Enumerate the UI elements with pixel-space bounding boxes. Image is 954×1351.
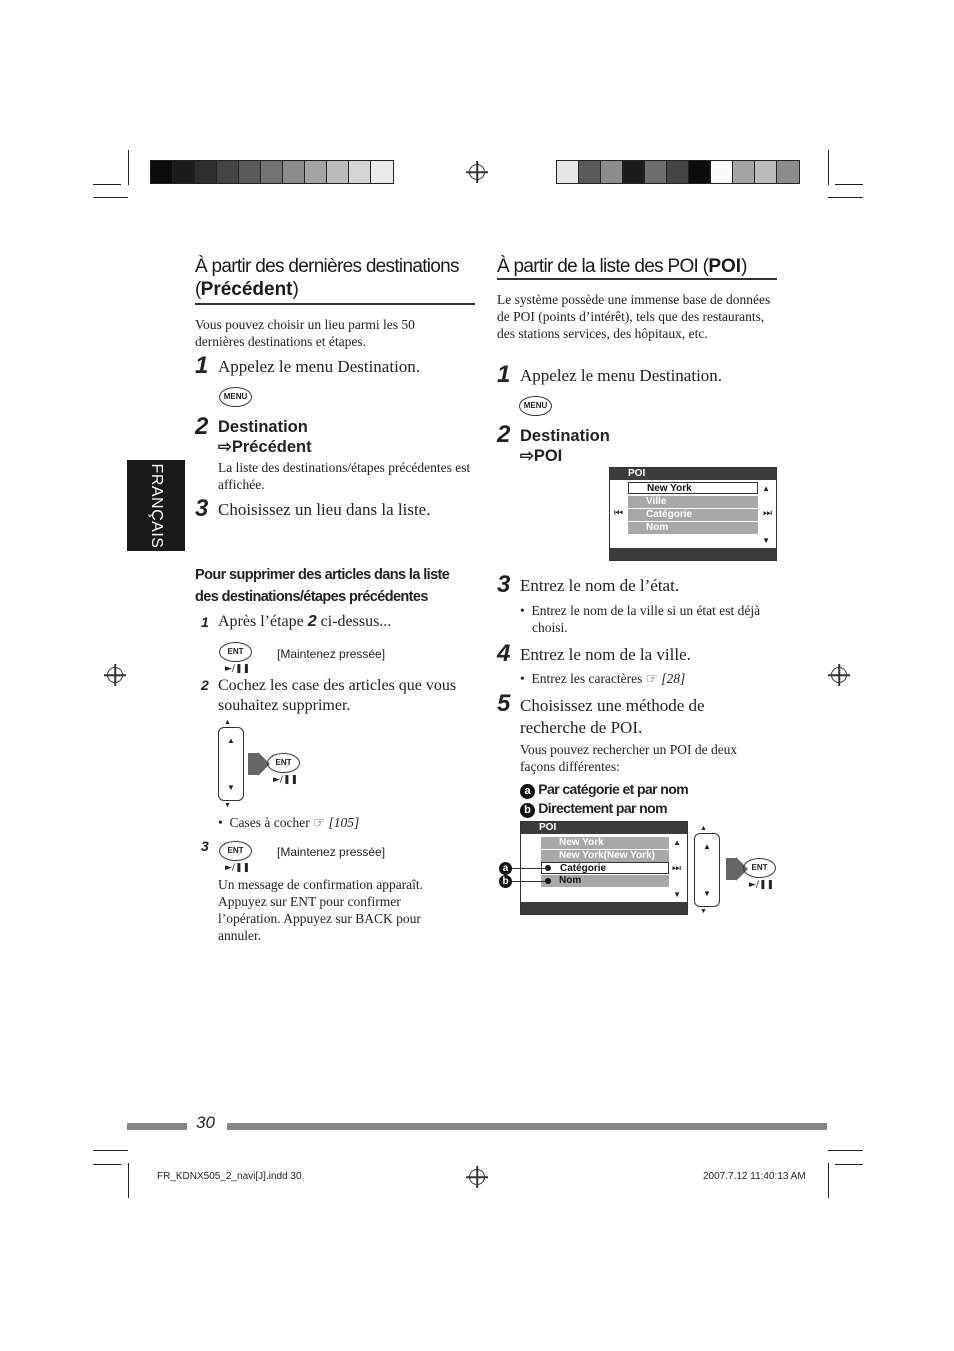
registration-mark-icon [469, 164, 485, 180]
left-heading-line1: À partir des dernières destinations [195, 256, 459, 277]
screen-title: POI [610, 468, 776, 480]
left-heading-bold: Précédent [200, 279, 293, 300]
crop-mark [828, 197, 863, 198]
crop-mark [93, 1164, 121, 1165]
screen-row-selected[interactable]: Catégorie [541, 862, 669, 874]
registration-mark-icon [831, 667, 847, 683]
play-pause-icon: ►/❚❚ [225, 863, 251, 873]
paren: ( [195, 279, 201, 300]
dot-icon [545, 865, 551, 871]
skip-forward-icon[interactable]: ⏭ [763, 508, 772, 519]
leader-line [512, 868, 548, 869]
step-text: Entrez le nom de la ville. [520, 645, 691, 664]
screen-footer [521, 902, 687, 914]
step-bold-line: Destination [218, 418, 308, 436]
play-pause-icon: ►/❚❚ [273, 775, 299, 785]
bullet-icon: • [520, 671, 532, 686]
skip-back-icon[interactable]: ⏮ [614, 508, 623, 519]
up-arrow-icon: ▲ [224, 718, 231, 726]
right-heading [497, 255, 777, 278]
sub-step-number: 3 [201, 838, 209, 854]
crop-mark [835, 1164, 863, 1165]
step-text: Entrez le nom de l’état. [520, 576, 680, 595]
bullet-text: Cases à cocher ☞ [229, 815, 329, 830]
screen-row[interactable]: Nom [541, 875, 669, 887]
down-arrow-icon: ▼ [703, 889, 711, 898]
step-text: Choisissez un lieu dans la liste. [218, 500, 431, 519]
sub-step-number: 1 [201, 614, 209, 630]
skip-forward-icon[interactable]: ⏭ [672, 863, 681, 874]
color-bar-left [150, 160, 394, 184]
language-tab [127, 460, 185, 551]
screen-row-selected[interactable]: New York [628, 482, 758, 494]
crop-mark [828, 1150, 863, 1151]
step-ref: 2 [307, 613, 317, 630]
bullet-icon: • [520, 603, 532, 618]
crop-mark [828, 150, 829, 185]
crop-mark [128, 1163, 129, 1198]
file-name: FR_KDNX505_2_navi[J].indd 30 [157, 1171, 302, 1182]
crop-mark [835, 184, 863, 185]
step-number: 2 [497, 421, 511, 448]
ent-button[interactable]: ENT [219, 642, 252, 662]
menu-button[interactable]: MENU [219, 387, 252, 407]
step-text: Choisissez une méthode de recherche de POI. [520, 696, 705, 737]
screen-footer [610, 548, 776, 560]
crop-mark [93, 1150, 128, 1151]
letter-a-icon: a [499, 862, 512, 875]
crop-mark [128, 150, 129, 185]
page-ref: [28] [661, 671, 686, 686]
bullet-icon: • [218, 815, 230, 830]
up-arrow-icon: ▲ [703, 842, 711, 851]
option-label: Directement par nom [538, 800, 667, 816]
text: ci-dessus... [316, 613, 392, 630]
poi-screen [609, 467, 777, 561]
bullet-text: Entrez le nom de la ville si un état est déjà choisi. [531, 603, 761, 635]
step-bold-text [520, 426, 610, 466]
down-arrow-icon: ▼ [224, 801, 231, 809]
paren: ) [741, 256, 747, 277]
sub-step-text: Cochez les case des articles que vous souhaitez supprimer. [218, 677, 457, 714]
text: Après l’étape [218, 613, 308, 630]
step-number: 1 [497, 361, 511, 388]
heading-rule [497, 278, 777, 280]
crop-mark [828, 1163, 829, 1198]
screen-row[interactable]: Nom [628, 522, 758, 534]
footer-bar [127, 1123, 187, 1130]
paren: ) [292, 279, 299, 300]
screen-row[interactable]: New York(New York) [541, 850, 669, 862]
down-arrow-icon: ▼ [227, 783, 235, 792]
letter-b-icon: b [499, 875, 512, 888]
screen-title: POI [521, 822, 687, 834]
option-list [520, 780, 688, 818]
up-arrow-icon: ▲ [700, 824, 707, 832]
bullet-item [520, 670, 685, 687]
crop-mark [93, 184, 121, 185]
hold-note: [Maintenez pressée] [277, 647, 386, 661]
step-text: Appelez le menu Destination. [218, 357, 421, 376]
bullet-item [218, 814, 359, 831]
registration-mark-icon [107, 667, 123, 683]
down-arrow-icon[interactable]: ▼ [762, 536, 770, 545]
sub-step-number: 2 [201, 677, 209, 693]
footer-bar [227, 1123, 827, 1130]
play-pause-icon: ►/❚❚ [749, 880, 775, 890]
arrow-icon [726, 858, 736, 880]
sub-step-description: Un message de confirmation apparaît. Appuyez sur ENT pour confirmer l’opération. Appuyez sur BACK pour annuler. [218, 877, 424, 943]
up-arrow-icon: ▲ [227, 736, 235, 745]
step-bold-line: Destination [520, 427, 610, 445]
crop-mark [93, 197, 128, 198]
down-arrow-icon: ▼ [700, 907, 707, 915]
arrow-icon: ⇨ [218, 438, 232, 456]
up-arrow-icon[interactable]: ▲ [673, 838, 681, 847]
up-arrow-icon[interactable]: ▲ [762, 484, 770, 493]
step-number: 3 [195, 495, 209, 522]
step-number: 3 [497, 571, 511, 598]
step-number: 2 [195, 413, 209, 440]
heading-rule [195, 303, 475, 305]
down-arrow-icon[interactable]: ▼ [673, 890, 681, 899]
leader-line [512, 881, 548, 882]
play-pause-icon: ►/❚❚ [225, 664, 251, 674]
scroll-knob-icon[interactable] [218, 727, 244, 801]
screen-row[interactable]: Catégorie [628, 509, 758, 521]
option-label: Par catégorie et par nom [538, 781, 689, 797]
right-heading-text: À partir de la liste des POI ( [497, 256, 709, 277]
step-description: La liste des destinations/étapes précédentes est affichée. [218, 460, 471, 492]
right-intro: Le système possède une immense base de données de POI (points d’intérêt), tels que des restaurants, des stations services, des hôpitaux, etc. [497, 292, 771, 341]
step-number: 5 [497, 690, 511, 717]
language-tab-label: FRANÇAIS [148, 463, 165, 548]
timestamp: 2007.7.12 11:40:13 AM [703, 1171, 806, 1182]
color-bar-right [556, 160, 800, 184]
dot-icon [545, 878, 551, 884]
left-heading [195, 255, 475, 301]
ent-button[interactable]: ENT [219, 841, 252, 861]
screen-row[interactable]: New York [541, 837, 669, 849]
arrow-icon [248, 753, 258, 775]
bullet-item [520, 602, 775, 636]
page-ref: [105] [328, 815, 360, 830]
letter-a-icon: a [520, 784, 535, 799]
step-number: 1 [195, 352, 209, 379]
left-intro: Vous pouvez choisir un lieu parmi les 50 dernières destinations et étapes. [195, 317, 415, 349]
step-number: 4 [497, 640, 511, 667]
sub-step-text [218, 613, 391, 631]
step-text: Appelez le menu Destination. [520, 366, 723, 385]
ent-button[interactable]: ENT [267, 753, 300, 773]
bullet-text: Entrez les caractères ☞ [531, 671, 662, 686]
step-bold-text [218, 417, 312, 457]
right-heading-bold: POI [708, 256, 742, 277]
scroll-knob-icon[interactable] [694, 833, 720, 907]
ent-button[interactable]: ENT [743, 858, 776, 878]
step-description: Vous pouvez rechercher un POI de deux façons différentes: [520, 742, 738, 774]
screen-row[interactable]: Ville [628, 496, 758, 508]
letter-b-icon: b [520, 803, 535, 818]
menu-button[interactable]: MENU [519, 396, 552, 416]
arrow-icon: ⇨ [520, 447, 534, 465]
registration-mark-icon [469, 1169, 485, 1185]
page-number: 30 [196, 1113, 215, 1132]
sub-heading: Pour supprimer des articles dans la liste des destinations/étapes précédentes [195, 567, 450, 605]
step-bold-line: POI [533, 447, 563, 465]
hold-note: [Maintenez pressée] [277, 845, 386, 859]
step-bold-line: Précédent [231, 438, 312, 456]
